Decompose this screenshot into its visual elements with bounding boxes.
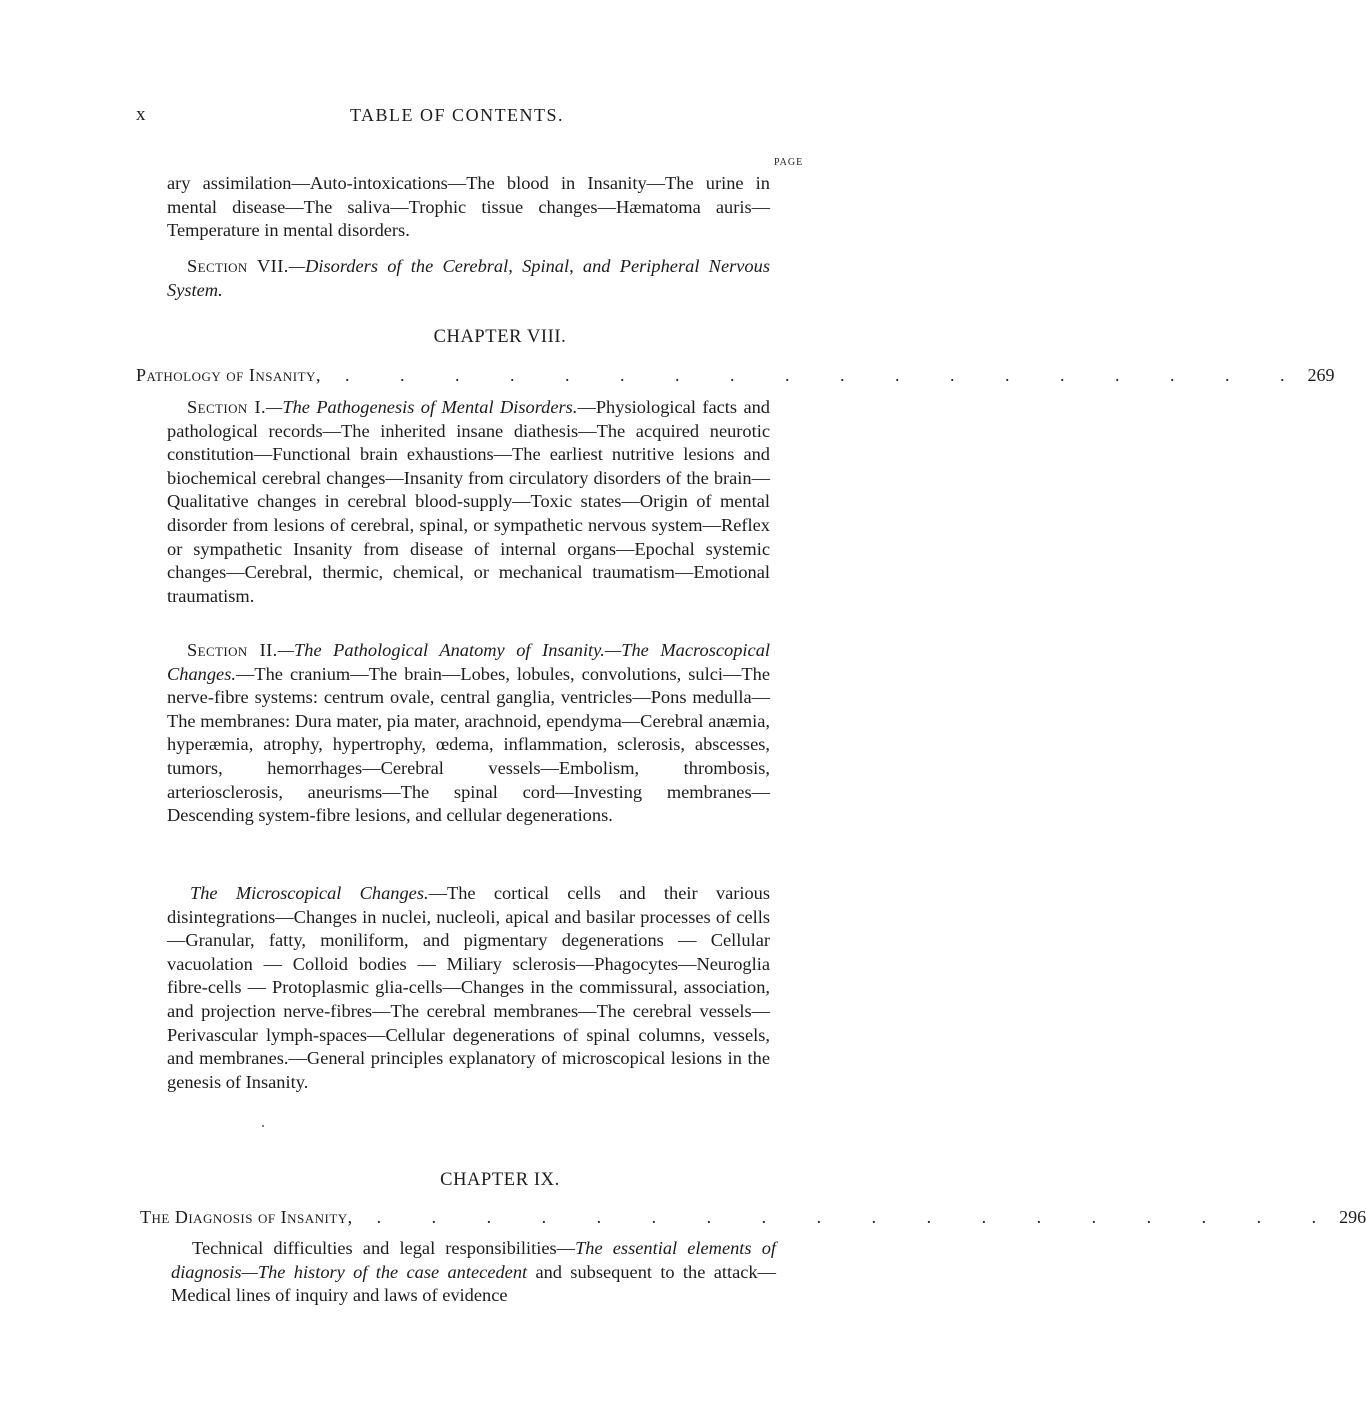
page-folio: x xyxy=(136,104,146,125)
chapter-viii-heading: CHAPTER VIII. xyxy=(433,327,567,347)
page-column-label: PAGE xyxy=(774,157,804,168)
microscopical-title: The Microscopical Changes. xyxy=(190,883,429,903)
section-vii-title: —Disorders of the Cerebral, Spinal, and Peripheral Nervous System. xyxy=(167,256,770,300)
toc-entry-title: The Diagnosis of Insanity, xyxy=(140,1207,353,1227)
continuation-paragraph: ary assimilation—Auto-intoxications—The blood in Insanity—The urine in mental disease—The saliva—Trophic tissue changes—Hæmatoma auris—Temperature in mental disorders. xyxy=(167,173,770,241)
toc-page-number: 296 xyxy=(1339,1207,1366,1227)
chapter-ix-paragraph xyxy=(171,1237,776,1308)
chapter-ix-rest: and subsequent to the attack—Medical lines of inquiry and laws of evidence xyxy=(171,1261,776,1306)
ink-mark xyxy=(262,1125,264,1127)
running-title: TABLE OF CONTENTS. xyxy=(350,105,565,125)
section-ii-title: —The Pathological Anatomy of Insanity.—The Macroscopical Changes. xyxy=(167,640,771,684)
chapter-ix-intro: Technical difficulties and legal responsibilities— xyxy=(192,1238,576,1258)
toc-entry-title: Pathology of Insanity, xyxy=(136,365,321,385)
section-ii-text: —The cranium—The brain—Lobes, lobules, convolutions, sulci—The nerve-fibre systems: centrum ovale, central ganglia, ventricles—Pons medulla—The membranes: Dura mater, pia mater, arachnoid, ependyma—Cerebral anæmia, hyperæmia, atrophy, hypertrophy, œdema, inflammation, sclerosis, abscesses, tumors, hemorrhages—Cerebral vessels—Embolism, thrombosis, arteriosclerosis, aneurisms—The spinal cord—Investing membranes—Descending system-fibre lesions, and cellular degenerations. xyxy=(167,663,770,826)
toc-entry-diagnosis xyxy=(140,1207,1366,1228)
chapter-ix-italic: The essential elements of diagnosis—The history of the case antecedent xyxy=(171,1238,776,1282)
toc-entry-pathology xyxy=(136,365,1335,386)
section-ii-label: Section II. xyxy=(187,640,278,660)
section-ii-paragraph xyxy=(167,639,770,828)
chapter-ix-heading: CHAPTER IX. xyxy=(440,1170,560,1190)
toc-page-number: 269 xyxy=(1307,365,1335,385)
section-vii xyxy=(167,255,770,302)
section-i-paragraph xyxy=(167,396,770,608)
leader-dots: . . . . . . . . . . . . . . . . . . xyxy=(376,1207,1340,1227)
section-vii-label: Section VII. xyxy=(187,256,289,276)
section-i-label: Section I. xyxy=(187,397,266,417)
section-i-title: —The Pathogenesis of Mental Disorders. xyxy=(266,397,578,417)
section-i-text: —Physiological facts and pathological records—The inherited insane diathesis—The acquired neurotic constitution—Functional brain exhaustions—The earliest nutritive lesions and biochemical cerebral changes—Insanity from circulatory disorders of the brain—Qualitative changes in cerebral blood-supply—Toxic states—Origin of mental disorder from lesions of cerebral, spinal, or sympathetic nervous system—Reflex or sympathetic Insanity from disease of internal organs—Epochal systemic changes—Cerebral, thermic, chemical, or mechanical traumatism—Emotional traumatism. xyxy=(167,397,770,606)
leader-dots: . . . . . . . . . . . . . . . . . . xyxy=(344,365,1308,385)
microscopical-paragraph xyxy=(167,882,770,1094)
microscopical-text: —The cortical cells and their various disintegrations—Changes in nuclei, nucleoli, apical and basilar processes of cells—Granular, fatty, moniliform, and pigmentary degenerations — Cellular vacuolation — Colloid bodies — Miliary sclerosis—Phagocytes—Neuroglia fibre-cells — Protoplasmic glia-cells—Changes in the commissural, association, and projection nerve-fibres—The cerebral membranes—The cerebral vessels—Perivascular lymph-spaces—Cellular degenerations of spinal columns, vessels, and membranes.—General principles explanatory of microscopical lesions in the genesis of Insanity. xyxy=(167,883,771,1092)
